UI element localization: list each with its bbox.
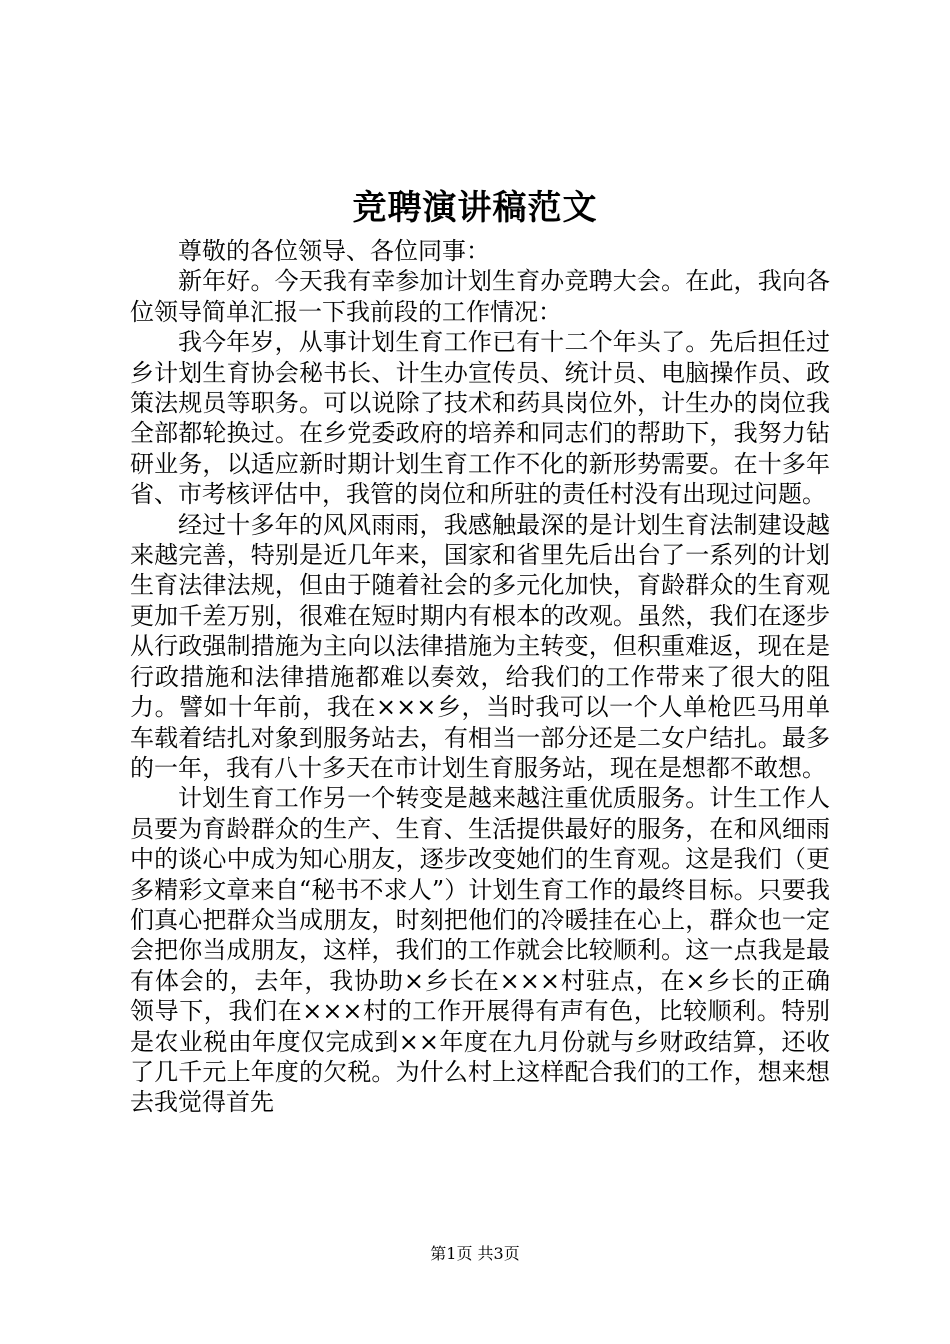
document-title: 竞聘演讲稿范文 [352, 188, 598, 228]
paragraph-legal-changes: 经过十多年的风风雨雨，我感触最深的是计划生育法制建设越来越完善，特别是近几年来，国家和省里先后出台了一系列的计划生育法律法规，但由于随着社会的多元化加快，育龄群众的生育观更加千差万别，很难在短时期内有根本的改观。虽然，我们在逐步从行政强制措施为主向以法律措施为主转变，但积重难返，现在是行政措施和法律措施都难以奏效，给我们的工作带来了很大的阻力。譬如十年前，我在×××乡，当时我可以一个人单枪匹马用单车载着结扎对象到服务站去，有相当一部分还是二女户结扎。最多的一年，我有八十多天在市计划生育服务站，现在是想都不敢想。 [130, 510, 830, 782]
document-body [130, 236, 830, 1118]
paragraph-quality-service: 计划生育工作另一个转变是越来越注重优质服务。计生工作人员要为育龄群众的生产、生育、生活提供最好的服务，在和风细雨中的谈心中成为知心朋友，逐步改变她们的生育观。这是我们（更多精彩文章来自“秘书不求人”）计划生育工作的最终目标。只要我们真心把群众当成朋友，时刻把他们的冷暖挂在心上，群众也一定会把你当成朋友，这样，我们的工作就会比较顺利。这一点我是最有体会的，去年，我协助×乡长在×××村驻点，在×乡长的正确领导下，我们在×××村的工作开展得有声有色，比较顺利。特别是农业税由年度仅完成到××年度在九月份就与乡财政结算，还收了几千元上年度的欠税。为什么村上这样配合我们的工作，想来想去我觉得首先 [130, 784, 830, 1117]
paragraph-experience: 我今年岁，从事计划生育工作已有十二个年头了。先后担任过乡计划生育协会秘书长、计生办宣传员、统计员、电脑操作员、政策法规员等职务。可以说除了技术和药具岗位外，计生办的岗位我全部都轮换过。在乡党委政府的培养和同志们的帮助下，我努力钻研业务，以适应新时期计划生育工作不化的新形势需要。在十多年省、市考核评估中，我管的岗位和所驻的责任村没有出现过问题。 [130, 328, 830, 509]
paragraph-greeting: 新年好。今天我有幸参加计划生育办竞聘大会。在此，我向各位领导简单汇报一下我前段的工作情况： [130, 267, 830, 326]
page-footer: 第1页 共3页 [430, 1244, 520, 1263]
paragraph-salutation: 尊敬的各位领导、各位同事： [178, 237, 490, 265]
